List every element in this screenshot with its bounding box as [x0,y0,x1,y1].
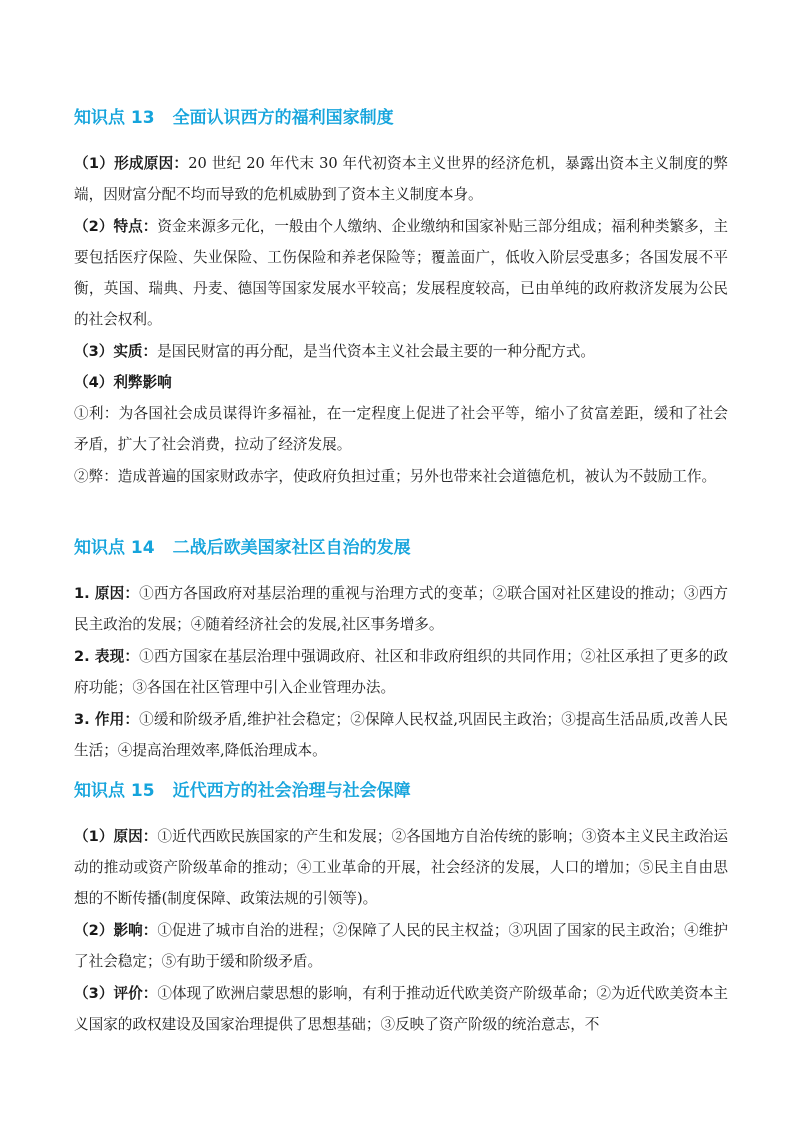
paragraph-label: 1. 原因： [74,585,140,602]
paragraph [74,336,728,367]
paragraph-label: （1）原因： [74,828,158,845]
paragraph-label: （2）特点： [74,218,158,235]
paragraph-text: 是国民财富的再分配，是当代资本主义社会最主要的一种分配方式。 [157,343,595,360]
paragraph [74,461,728,492]
paragraph-text: ①缓和阶级矛盾,维护社会稳定；②保障人民权益,巩固民主政治；③提高生活品质,改善人民生活；④提高治理效率,降低治理成本。 [74,711,729,759]
paragraph-text: ①西方国家在基层治理中强调政府、社区和非政府组织的共同作用；②社区承担了更多的政府功能；③各国在社区管理中引入企业管理办法。 [74,648,728,696]
paragraph-text: ①体现了欧洲启蒙思想的影响，有利于推动近代欧美资产阶级革命；②为近代欧美资本主义国家的政权建设及国家治理提供了思想基础；③反映了资产阶级的统治意志，不 [74,985,728,1033]
paragraph-label: （1）形成原因： [74,155,189,172]
paragraph [74,398,728,460]
paragraph-text: ①利：为各国社会成员谋得许多福祉，在一定程度上促进了社会平等，缩小了贫富差距，缓和了社会矛盾，扩大了社会消费，拉动了经济发展。 [74,405,728,453]
paragraph-label: （2）影响： [74,922,158,939]
paragraph-text: ②弊：造成普遍的国家财政赤字，使政府负担过重；另外也带来社会道德危机，被认为不鼓励工作。 [74,468,717,485]
paragraph-label: （4）利弊影响 [74,374,172,391]
section-title: 全面认识西方的福利国家制度 [172,108,394,128]
paragraph-text: ①近代西欧民族国家的产生和发展；②各国地方自治传统的影响；③资本主义民主政治运动的推动或资产阶级革命的推动；④工业革命的开展，社会经济的发展，人口的增加；⑤民主自由思想的不断传播(制度保障、政策法规的引领等)。 [74,828,728,907]
paragraph-label: 2. 表现： [74,648,140,665]
paragraph [74,704,728,766]
paragraph [74,641,728,703]
paragraph-label: （3）实质： [74,343,158,360]
paragraph-text: ①西方各国政府对基层治理的重视与治理方式的变革；②联合国对社区建设的推动；③西方民主政治的发展；④随着经济社会的发展,社区事务增多。 [74,585,728,633]
paragraph [74,148,728,210]
paragraph [74,578,728,640]
section-title: 二战后欧美国家社区自治的发展 [172,538,411,558]
section-number: 知识点 15 [74,781,155,801]
paragraph [74,821,728,914]
section-heading-15 [74,779,411,803]
section-heading-14 [74,536,411,560]
paragraph [74,915,728,977]
section-heading-13 [74,106,394,130]
paragraph-label: 3. 作用： [74,711,140,728]
paragraph [74,367,728,398]
section-number: 知识点 14 [74,538,155,558]
section-title: 近代西方的社会治理与社会保障 [172,781,411,801]
paragraph-text: ①促进了城市自治的进程；②保障了人民的民主权益；③巩固了国家的民主政治；④维护了社会稳定；⑤有助于缓和阶级矛盾。 [74,922,728,970]
paragraph-text: 资金来源多元化，一般由个人缴纳、企业缴纳和国家补贴三部分组成；福利种类繁多，主要包括医疗保险、失业保险、工伤保险和养老保险等；覆盖面广，低收入阶层受惠多；各国发展不平衡，英国、瑞典、丹麦、德国等国家发展水平较高；发展程度较高，已由单纯的政府救济发展为公民的社会权利。 [74,218,728,328]
paragraph-text: 20 世纪 20 年代末 30 年代初资本主义世界的经济危机，暴露出资本主义制度的弊端，因财富分配不均而导致的危机威胁到了资本主义制度本身。 [74,155,728,203]
section-number: 知识点 13 [74,108,155,128]
paragraph-label: （3）评价： [74,985,158,1002]
paragraph [74,211,728,335]
paragraph [74,978,728,1040]
